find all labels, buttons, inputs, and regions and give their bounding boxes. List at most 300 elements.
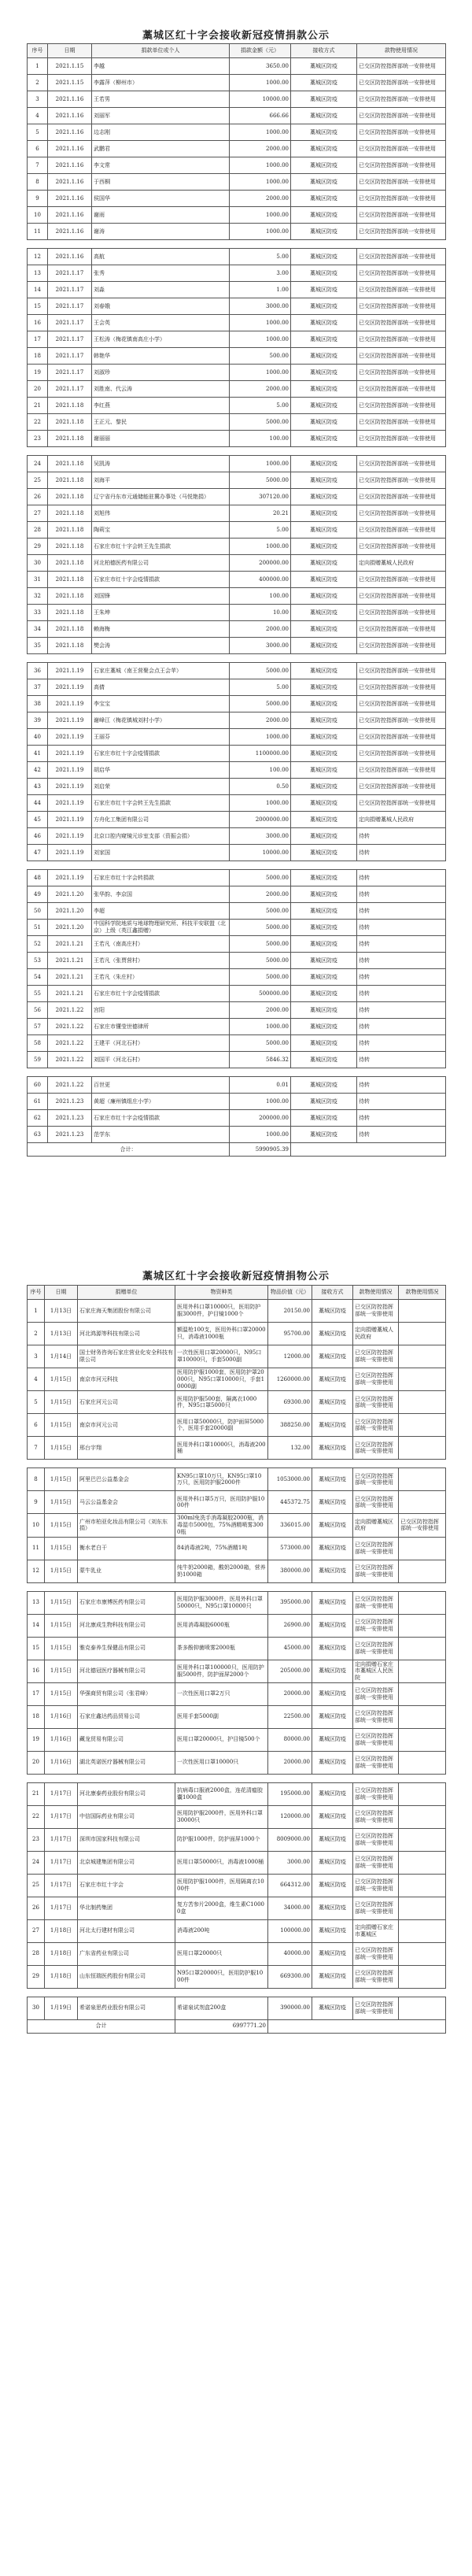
money-cell: 3650.00 (230, 58, 291, 75)
money-table-row (28, 555, 446, 572)
money-cell: 藁城区防疫 (291, 456, 357, 472)
money-cell: 方舟化工集团有限公司 (92, 812, 230, 828)
goods-table-row (28, 1537, 446, 1560)
goods-cell: 中信国际药业有限公司 (78, 1805, 175, 1828)
money-cell: 藁城区防疫 (291, 224, 357, 240)
money-cell: 藁城区防疫 (291, 1035, 357, 1052)
money-cell: 22 (28, 414, 48, 431)
money-table-row (28, 157, 446, 174)
goods-cell: 消毒液200吨 (175, 1919, 268, 1942)
money-cell: 藁城区防疫 (291, 539, 357, 555)
money-cell: 藁城区防疫 (291, 828, 357, 845)
goods-cell: 19 (28, 1728, 45, 1751)
money-cell: 5000.00 (230, 696, 291, 712)
group-spacer (28, 1068, 446, 1077)
money-table-row (28, 108, 446, 124)
money-cell: 2021.1.23 (48, 1127, 92, 1143)
money-cell: 已交区防控指挥部统一安排使用 (357, 522, 446, 539)
money-cell: 刘胜南、代云涛 (92, 381, 230, 398)
money-cell: 侯国华 (92, 191, 230, 207)
money-table-row (28, 141, 446, 157)
money-cell: 2021.1.15 (48, 58, 92, 75)
goods-cell: 1月13日 (45, 1300, 78, 1323)
money-cell: 5846.32 (230, 1052, 291, 1068)
money-cell: 5000.00 (230, 663, 291, 679)
money-cell: 待转 (357, 1052, 446, 1068)
goods-cell: 希诺泉试剂盒200盒 (175, 1997, 268, 2019)
money-cell: 5.00 (230, 679, 291, 696)
goods-header-cell: 序号 (28, 1286, 45, 1300)
money-cell: 已交区防控指挥部统一安排使用 (357, 174, 446, 191)
money-cell: 待转 (357, 920, 446, 936)
money-cell: 12 (28, 249, 48, 265)
goods-cell: 已交区防控指挥部统一安排使用 (353, 1614, 399, 1637)
money-cell: 已交区防控指挥部统一安排使用 (357, 746, 446, 762)
money-cell: 已交区防控指挥部统一安排使用 (357, 431, 446, 447)
money-cell: 王会英 (92, 315, 230, 331)
goods-cell: 藁城区防疫 (312, 1942, 353, 1965)
goods-table-row (28, 1514, 446, 1537)
money-cell: 待转 (357, 986, 446, 1002)
money-cell: 待转 (357, 1094, 446, 1110)
money-cell: 范学东 (92, 1127, 230, 1143)
goods-table-row (28, 1300, 446, 1323)
money-cell: 高倩 (92, 679, 230, 696)
money-total-row (28, 1143, 446, 1157)
money-cell: 1000.00 (230, 207, 291, 224)
money-cell: 37 (28, 679, 48, 696)
money-table-row (28, 315, 446, 331)
goods-table-row (28, 1942, 446, 1965)
goods-cell: 13 (28, 1591, 45, 1614)
money-table-row (28, 282, 446, 298)
goods-cell: 80000.00 (268, 1728, 312, 1751)
goods-table-row (28, 1919, 446, 1942)
money-cell: 刘国平（河北石村） (92, 1052, 230, 1068)
goods-table-row (28, 1323, 446, 1345)
money-table-row (28, 265, 446, 282)
money-table-row (28, 398, 446, 414)
money-cell: 已交区防控指挥部统一安排使用 (357, 505, 446, 522)
money-cell: 1000.00 (230, 1094, 291, 1110)
goods-table-row (28, 1751, 446, 1774)
money-cell: 2021.1.16 (48, 157, 92, 174)
money-cell: 5000.00 (230, 870, 291, 886)
goods-cell: 藁城区防疫 (312, 1414, 353, 1437)
goods-cell: 衡水老白干 (78, 1537, 175, 1560)
money-table-row (28, 845, 446, 861)
goods-cell: 已交区防控指挥部统一安排使用 (353, 1705, 399, 1728)
money-cell: 待转 (357, 1035, 446, 1052)
goods-cell: 藁城区防疫 (312, 1468, 353, 1491)
money-cell: 待转 (357, 886, 446, 903)
money-cell: 2000.00 (230, 712, 291, 729)
goods-cell: 藁城区防疫 (312, 1323, 353, 1345)
money-cell: 2021.1.18 (48, 638, 92, 654)
money-cell: 1000.00 (230, 456, 291, 472)
group-spacer (28, 654, 446, 663)
goods-cell: 1月15日 (45, 1514, 78, 1537)
goods-table-row (28, 1437, 446, 1460)
total-value: 5990905.39 (230, 1143, 291, 1157)
money-cell: 陶莉宝 (92, 522, 230, 539)
goods-cell: 藁城区防疫 (312, 1682, 353, 1705)
money-cell: 2021.1.16 (48, 108, 92, 124)
money-cell: 谢涛 (92, 224, 230, 240)
goods-table-row (28, 1997, 446, 2019)
money-cell: 刘海平 (92, 472, 230, 489)
money-table-row (28, 621, 446, 638)
goods-cell: 1月15日 (45, 1637, 78, 1660)
money-cell: 24 (28, 456, 48, 472)
money-cell: 3.00 (230, 265, 291, 282)
goods-cell (399, 1491, 446, 1514)
money-cell: 19 (28, 365, 48, 381)
money-cell: 已交区防控指挥部统一安排使用 (357, 795, 446, 812)
goods-cell: 395000.00 (268, 1591, 312, 1614)
money-table-row (28, 298, 446, 315)
money-cell: 石家庄藁城（南王营聚会点王会苹） (92, 663, 230, 679)
money-cell: 已交区防控指挥部统一安排使用 (357, 224, 446, 240)
goods-header-cell: 日期 (45, 1286, 78, 1300)
money-cell: 刘春娥 (92, 298, 230, 315)
goods-cell: 藁城区防疫 (312, 1514, 353, 1537)
goods-cell: 藁城区防疫 (312, 1637, 353, 1660)
goods-cell (399, 1805, 446, 1828)
money-cell: 35 (28, 638, 48, 654)
money-cell: 藁城区防疫 (291, 489, 357, 505)
money-cell: 藁城区防疫 (291, 1052, 357, 1068)
goods-cell: 已交区防控指挥部统一安排使用 (353, 1537, 399, 1560)
goods-cell: 20000.00 (268, 1682, 312, 1705)
goods-cell: 16 (28, 1660, 45, 1682)
goods-cell: 湖北英诺医疗器械有限公司 (78, 1751, 175, 1774)
money-cell: 张秀 (92, 265, 230, 282)
goods-cell: 1月15日 (45, 1591, 78, 1614)
goods-cell: 7 (28, 1437, 45, 1460)
money-cell: 藁城区防疫 (291, 638, 357, 654)
money-table-row (28, 1035, 446, 1052)
money-cell: 待转 (357, 1019, 446, 1035)
money-cell: 已交区防控指挥部统一安排使用 (357, 605, 446, 621)
money-cell: 藁城区防疫 (291, 282, 357, 298)
money-cell: 2021.1.18 (48, 414, 92, 431)
money-cell: 1000.00 (230, 331, 291, 348)
goods-header-cell: 物品价值（元） (268, 1286, 312, 1300)
total-label: 合计 (28, 2019, 175, 2033)
money-cell: 2021.1.19 (48, 870, 92, 886)
money-table-row (28, 870, 446, 886)
goods-cell: 1月14日 (45, 1345, 78, 1368)
goods-cell: 藁城区防疫 (312, 1300, 353, 1323)
total-blank (268, 2019, 446, 2033)
goods-cell: 已交区防控指挥部统一安排使用 (353, 1897, 399, 1919)
goods-cell (399, 1391, 446, 1414)
money-cell: 2021.1.17 (48, 381, 92, 398)
goods-cell: 医用防护服3000件，医用外科口罩50000只，N95口罩10000只 (175, 1591, 268, 1614)
goods-header-cell: 款物使用情况 (399, 1286, 446, 1300)
money-cell: 61 (28, 1094, 48, 1110)
goods-table-row (28, 1637, 446, 1660)
goods-cell: 1月15日 (45, 1537, 78, 1560)
goods-cell: 藁城区防疫 (312, 1368, 353, 1391)
money-cell: 10 (28, 207, 48, 224)
money-table-row (28, 953, 446, 969)
goods-cell: 已交区防控指挥部统一安排使用 (353, 1560, 399, 1582)
money-table-row (28, 1127, 446, 1143)
goods-cell: 26900.00 (268, 1614, 312, 1637)
money-cell: 2021.1.17 (48, 315, 92, 331)
money-cell: 2021.1.19 (48, 795, 92, 812)
money-cell: 李越 (92, 58, 230, 75)
money-cell: 51 (28, 920, 48, 936)
money-cell: 待转 (357, 936, 446, 953)
money-table-row (28, 746, 446, 762)
goods-cell: 藁城区防疫 (312, 1997, 353, 2019)
goods-cell: 定向捐赠石家庄市藁城区人民医院 (353, 1660, 399, 1682)
money-cell: 9 (28, 191, 48, 207)
goods-cell: 广东省药业有限公司 (78, 1942, 175, 1965)
goods-cell: 1月17日 (45, 1782, 78, 1805)
goods-cell: 1月15日 (45, 1391, 78, 1414)
money-cell: 2021.1.19 (48, 812, 92, 828)
money-cell: 黄超（廉州镇组庄小学） (92, 1094, 230, 1110)
goods-cell: 388250.00 (268, 1414, 312, 1437)
money-cell: 100.00 (230, 762, 291, 779)
money-cell: 2021.1.16 (48, 124, 92, 141)
goods-cell: 1月17日 (45, 1828, 78, 1851)
money-table-row (28, 1002, 446, 1019)
goods-cell: 华北制药集团 (78, 1897, 175, 1919)
money-cell: 藁城区防疫 (291, 903, 357, 920)
money-cell: 2021.1.17 (48, 348, 92, 365)
money-cell: 2021.1.16 (48, 91, 92, 108)
money-cell: 韩艳华 (92, 348, 230, 365)
goods-cell: 18 (28, 1705, 45, 1728)
goods-cell: 已交区防控指挥部统一安排使用 (353, 1828, 399, 1851)
money-table-row (28, 572, 446, 588)
goods-cell: 已交区防控指挥部统一安排使用 (399, 1514, 446, 1537)
money-table-row (28, 456, 446, 472)
money-cell: 44 (28, 795, 48, 812)
money-cell: 刘淼 (92, 282, 230, 298)
money-cell: 2021.1.20 (48, 886, 92, 903)
total-blank (291, 1143, 446, 1157)
goods-table-row (28, 1874, 446, 1897)
goods-cell: 藁城区防疫 (312, 1660, 353, 1682)
goods-cell: 1月15日 (45, 1614, 78, 1637)
money-cell: 5000.00 (230, 953, 291, 969)
goods-table-row (28, 1705, 446, 1728)
money-cell: 2021.1.19 (48, 762, 92, 779)
money-cell: 2021.1.16 (48, 141, 92, 157)
goods-cell (399, 1997, 446, 2019)
money-cell: 2021.1.18 (48, 605, 92, 621)
money-cell: 28 (28, 522, 48, 539)
money-cell: 500000.00 (230, 986, 291, 1002)
money-cell: 45 (28, 812, 48, 828)
money-cell: 藁城区防疫 (291, 431, 357, 447)
money-cell: 3000.00 (230, 298, 291, 315)
money-group-gap (28, 1068, 446, 1077)
money-cell: 已交区防控指挥部统一安排使用 (357, 191, 446, 207)
money-header-cell: 捐款单位或个人 (92, 44, 230, 58)
money-table-row (28, 638, 446, 654)
money-cell: 藁城区防疫 (291, 91, 357, 108)
money-cell: 石家庄市红十字会疫情捐款 (92, 1110, 230, 1127)
money-cell: 2021.1.19 (48, 779, 92, 795)
goods-group-gap (28, 1460, 446, 1468)
money-cell: 48 (28, 870, 48, 886)
goods-cell: 广州市柏亚化妆品有限公司（刘东东捐） (78, 1514, 175, 1537)
money-cell: 藁城区防疫 (291, 472, 357, 489)
money-cell: 2021.1.19 (48, 845, 92, 861)
money-table-row (28, 224, 446, 240)
goods-cell: 河北康泰药业股份有限公司 (78, 1782, 175, 1805)
goods-cell: 藁城区防疫 (312, 1782, 353, 1805)
money-cell: 王建平（河北石村） (92, 1035, 230, 1052)
money-cell: 26 (28, 489, 48, 505)
goods-cell: 1月17日 (45, 1851, 78, 1874)
goods-cell: 11 (28, 1537, 45, 1560)
money-cell: 已交区防控指挥部统一安排使用 (357, 663, 446, 679)
goods-cell: 15 (28, 1637, 45, 1660)
goods-table-row (28, 1682, 446, 1705)
goods-cell: 藁城区防疫 (312, 1874, 353, 1897)
money-cell: 藁城区防疫 (291, 845, 357, 861)
money-cell: 藁城区防疫 (291, 414, 357, 431)
money-cell: 已交区防控指挥部统一安排使用 (357, 712, 446, 729)
money-cell: 石家庄市红十字会转王先生捐款 (92, 795, 230, 812)
goods-cell: 河北太行建材有限公司 (78, 1919, 175, 1942)
money-cell: 13 (28, 265, 48, 282)
goods-cell: 医用外科口罩5万只，医用防护服1000件 (175, 1491, 268, 1514)
goods-cell (399, 1851, 446, 1874)
money-cell: 5000.00 (230, 1035, 291, 1052)
goods-cell: 已交区防控指挥部统一安排使用 (353, 1368, 399, 1391)
money-table-row (28, 969, 446, 986)
goods-cell: 医用口罩20000只，护目镜500个 (175, 1728, 268, 1751)
money-cell: 62 (28, 1110, 48, 1127)
money-cell: 石家庄市红十字会疫情捐款 (92, 986, 230, 1002)
money-cell: 54 (28, 969, 48, 986)
money-cell: 2021.1.18 (48, 572, 92, 588)
money-cell: 藁城区防疫 (291, 812, 357, 828)
goods-cell: 已交区防控指挥部统一安排使用 (353, 1682, 399, 1705)
money-cell: 藁城区防疫 (291, 572, 357, 588)
money-cell: 20 (28, 381, 48, 398)
total-label: 合计： (28, 1143, 230, 1157)
money-cell: 32 (28, 588, 48, 605)
goods-cell: 已交区防控指挥部统一安排使用 (353, 1391, 399, 1414)
money-cell: 藁城区防疫 (291, 679, 357, 696)
money-header-row (28, 44, 446, 58)
money-cell: 吴凯涛 (92, 456, 230, 472)
goods-cell: 医用防护服1000件，医用隔离衣1000件 (175, 1874, 268, 1897)
money-cell: 21 (28, 398, 48, 414)
money-cell: 藁城区防疫 (291, 588, 357, 605)
money-cell: 2021.1.19 (48, 828, 92, 845)
goods-header-cell: 物资种类 (175, 1286, 268, 1300)
money-cell: 藁城区防疫 (291, 886, 357, 903)
goods-cell (399, 1682, 446, 1705)
money-cell: 待转 (357, 828, 446, 845)
money-table-row (28, 920, 446, 936)
goods-cell: 一次性医用口罩10000只 (175, 1751, 268, 1774)
money-cell: 辽宁省丹东市元通储能驻冀办事处（马悦艳捐） (92, 489, 230, 505)
money-cell: 2021.1.17 (48, 331, 92, 348)
money-cell: 藁城区防疫 (291, 969, 357, 986)
goods-cell: 藏龙贸易有限公司 (78, 1728, 175, 1751)
goods-cell (399, 1874, 446, 1897)
goods-table-row (28, 1965, 446, 1988)
goods-cell: 南京市河元科技 (78, 1368, 175, 1391)
money-header-cell: 日期 (48, 44, 92, 58)
goods-cell: 蒙牛乳业 (78, 1560, 175, 1582)
goods-cell: 336015.00 (268, 1514, 312, 1537)
money-table-row (28, 1110, 446, 1127)
goods-table-row (28, 1414, 446, 1437)
money-cell: 河北柏德医药有限公司 (92, 555, 230, 572)
money-cell: 38 (28, 696, 48, 712)
money-cell: 2021.1.18 (48, 431, 92, 447)
goods-table-row (28, 1560, 446, 1582)
goods-cell (399, 1751, 446, 1774)
goods-cell: 已交区防控指挥部统一安排使用 (353, 1437, 399, 1460)
goods-table-row (28, 1851, 446, 1874)
money-table-row (28, 365, 446, 381)
money-cell: 藁城区防疫 (291, 505, 357, 522)
goods-cell: 医用防护服1000套，医用防护罩20000只，N95口罩10000只，手套10000副 (175, 1368, 268, 1391)
money-cell: 6 (28, 141, 48, 157)
goods-cell: 14 (28, 1614, 45, 1637)
goods-cell: 4 (28, 1368, 45, 1391)
money-cell: 王正元、黎民 (92, 414, 230, 431)
goods-cell: 马云公益基金会 (78, 1491, 175, 1514)
money-cell: 2021.1.22 (48, 1077, 92, 1094)
money-cell: 11 (28, 224, 48, 240)
money-cell: 已交区防控指挥部统一安排使用 (357, 729, 446, 746)
goods-cell: 藁城区防疫 (312, 1828, 353, 1851)
money-cell: 40 (28, 729, 48, 746)
money-table-row (28, 91, 446, 108)
money-table-row (28, 472, 446, 489)
money-cell: 2021.1.18 (48, 489, 92, 505)
money-cell: 已交区防控指挥部统一安排使用 (357, 157, 446, 174)
goods-cell: 40000.00 (268, 1942, 312, 1965)
goods-table-row (28, 1897, 446, 1919)
money-cell: 待转 (357, 870, 446, 886)
money-cell: 藁城区防疫 (291, 124, 357, 141)
goods-cell: 已交区防控指挥部统一安排使用 (353, 1468, 399, 1491)
goods-cell: 已交区防控指挥部统一安排使用 (353, 1965, 399, 1988)
goods-cell: 已交区防控指挥部统一安排使用 (353, 1491, 399, 1514)
money-table-row (28, 124, 446, 141)
money-table-row (28, 1077, 446, 1094)
money-header-cell: 接收方式 (291, 44, 357, 58)
money-cell: 王朱坤 (92, 605, 230, 621)
money-cell: 已交区防控指挥部统一安排使用 (357, 265, 446, 282)
money-cell: 2021.1.17 (48, 365, 92, 381)
money-cell: 高航 (92, 249, 230, 265)
goods-cell: 藁城区防疫 (312, 1705, 353, 1728)
money-table-row (28, 779, 446, 795)
money-cell: 1000.00 (230, 315, 291, 331)
money-cell: 王若凡（张贾营村） (92, 953, 230, 969)
money-cell: 100.00 (230, 431, 291, 447)
money-table-row (28, 489, 446, 505)
money-cell: 藁城区防疫 (291, 381, 357, 398)
